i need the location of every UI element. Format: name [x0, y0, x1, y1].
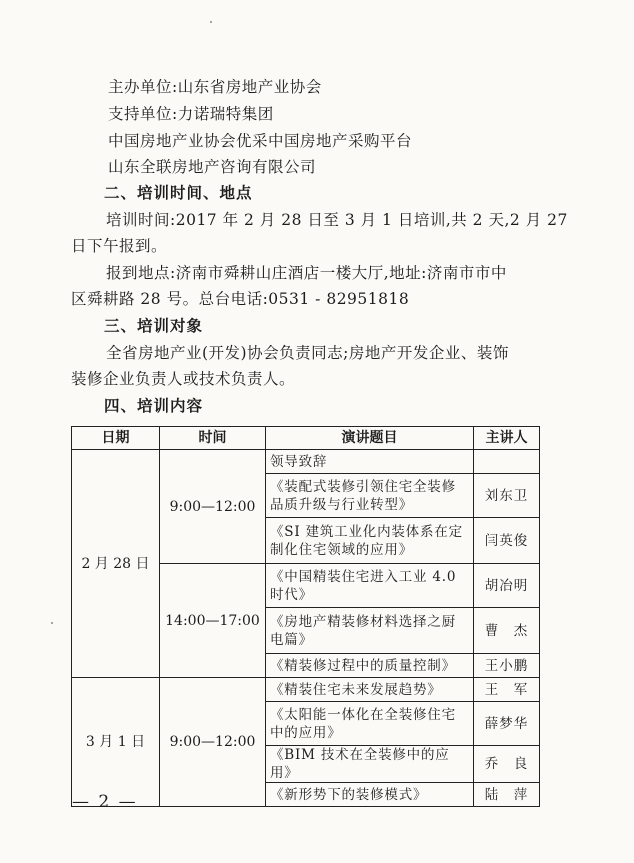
header-speaker: 主讲人	[474, 427, 540, 450]
table-header-row	[72, 427, 540, 450]
speaker-cell: 曹 杰	[474, 608, 540, 654]
header-date: 日期	[72, 427, 160, 450]
topic-cell: 领导致辞	[266, 450, 474, 474]
page-number: — 2 —	[72, 792, 138, 812]
topic-cell: 《房地产精装修材料选择之厨电篇》	[266, 608, 474, 654]
header-time: 时间	[160, 427, 266, 450]
training-time-line-1: 培训时间:2017 年 2 月 28 日至 3 月 1 日培训,共 2 天,2 月 27	[106, 211, 568, 229]
speaker-cell: 闫英俊	[474, 518, 540, 564]
venue-line-2: 区舜耕路 28 号。总台电话:0531 - 82951818	[71, 290, 410, 308]
time-cell-afternoon: 14:00—17:00	[160, 564, 266, 678]
audience-line-1: 全省房地产业(开发)协会负责同志;房地产开发企业、装饰	[106, 344, 509, 362]
topic-cell: 《装配式装修引领住宅全装修品质升级与行业转型》	[266, 474, 474, 518]
table-row	[72, 450, 540, 474]
topic-cell: 《SI 建筑工业化内装体系在定制化住宅领域的应用》	[266, 518, 474, 564]
topic-cell: 《BIM 技术在全装修中的应用》	[266, 746, 474, 783]
supporter-line: 支持单位:力诺瑞特集团	[108, 105, 274, 123]
co-organizer-line-2: 山东全联房地产咨询有限公司	[108, 158, 317, 176]
date-cell-day1: 2 月 28 日	[72, 450, 160, 678]
co-organizer-line-1: 中国房地产业协会优采中国房地产采购平台	[108, 132, 413, 150]
time-cell-day2: 9:00—12:00	[160, 678, 266, 807]
scan-speck	[210, 21, 212, 23]
venue-line-1: 报到地点:济南市舜耕山庄酒店一楼大厅,地址:济南市市中	[106, 264, 507, 282]
topic-cell: 《中国精装住宅进入工业 4.0 时代》	[266, 564, 474, 608]
section-heading-content: 四、培训内容	[104, 396, 204, 415]
time-cell-morning: 9:00—12:00	[160, 450, 266, 564]
topic-cell: 《精装修过程中的质量控制》	[266, 654, 474, 678]
speaker-cell: 陆 萍	[474, 783, 540, 807]
speaker-cell	[474, 450, 540, 474]
schedule-table	[71, 426, 540, 807]
training-time-line-2: 日下午报到。	[71, 237, 168, 255]
speaker-cell: 刘东卫	[474, 474, 540, 518]
section-heading-time-place: 二、培训时间、地点	[104, 183, 253, 202]
scan-speck	[51, 622, 53, 624]
speaker-cell: 乔 良	[474, 746, 540, 783]
speaker-cell: 王小鹏	[474, 654, 540, 678]
section-heading-audience: 三、培训对象	[104, 316, 204, 335]
audience-line-2: 装修企业负责人或技术负责人。	[71, 370, 296, 388]
speaker-cell: 胡冶明	[474, 564, 540, 608]
speaker-cell: 薛梦华	[474, 702, 540, 746]
header-topic: 演讲题目	[266, 427, 474, 450]
topic-cell: 《太阳能一体化在全装修住宅中的应用》	[266, 702, 474, 746]
organizer-line: 主办单位:山东省房地产业协会	[108, 78, 322, 96]
table-row	[72, 678, 540, 702]
topic-cell: 《精装住宅未来发展趋势》	[266, 678, 474, 702]
speaker-cell: 王 军	[474, 678, 540, 702]
topic-cell: 《新形势下的装修模式》	[266, 783, 474, 807]
date-cell-day2: 3 月 1 日	[72, 678, 160, 807]
